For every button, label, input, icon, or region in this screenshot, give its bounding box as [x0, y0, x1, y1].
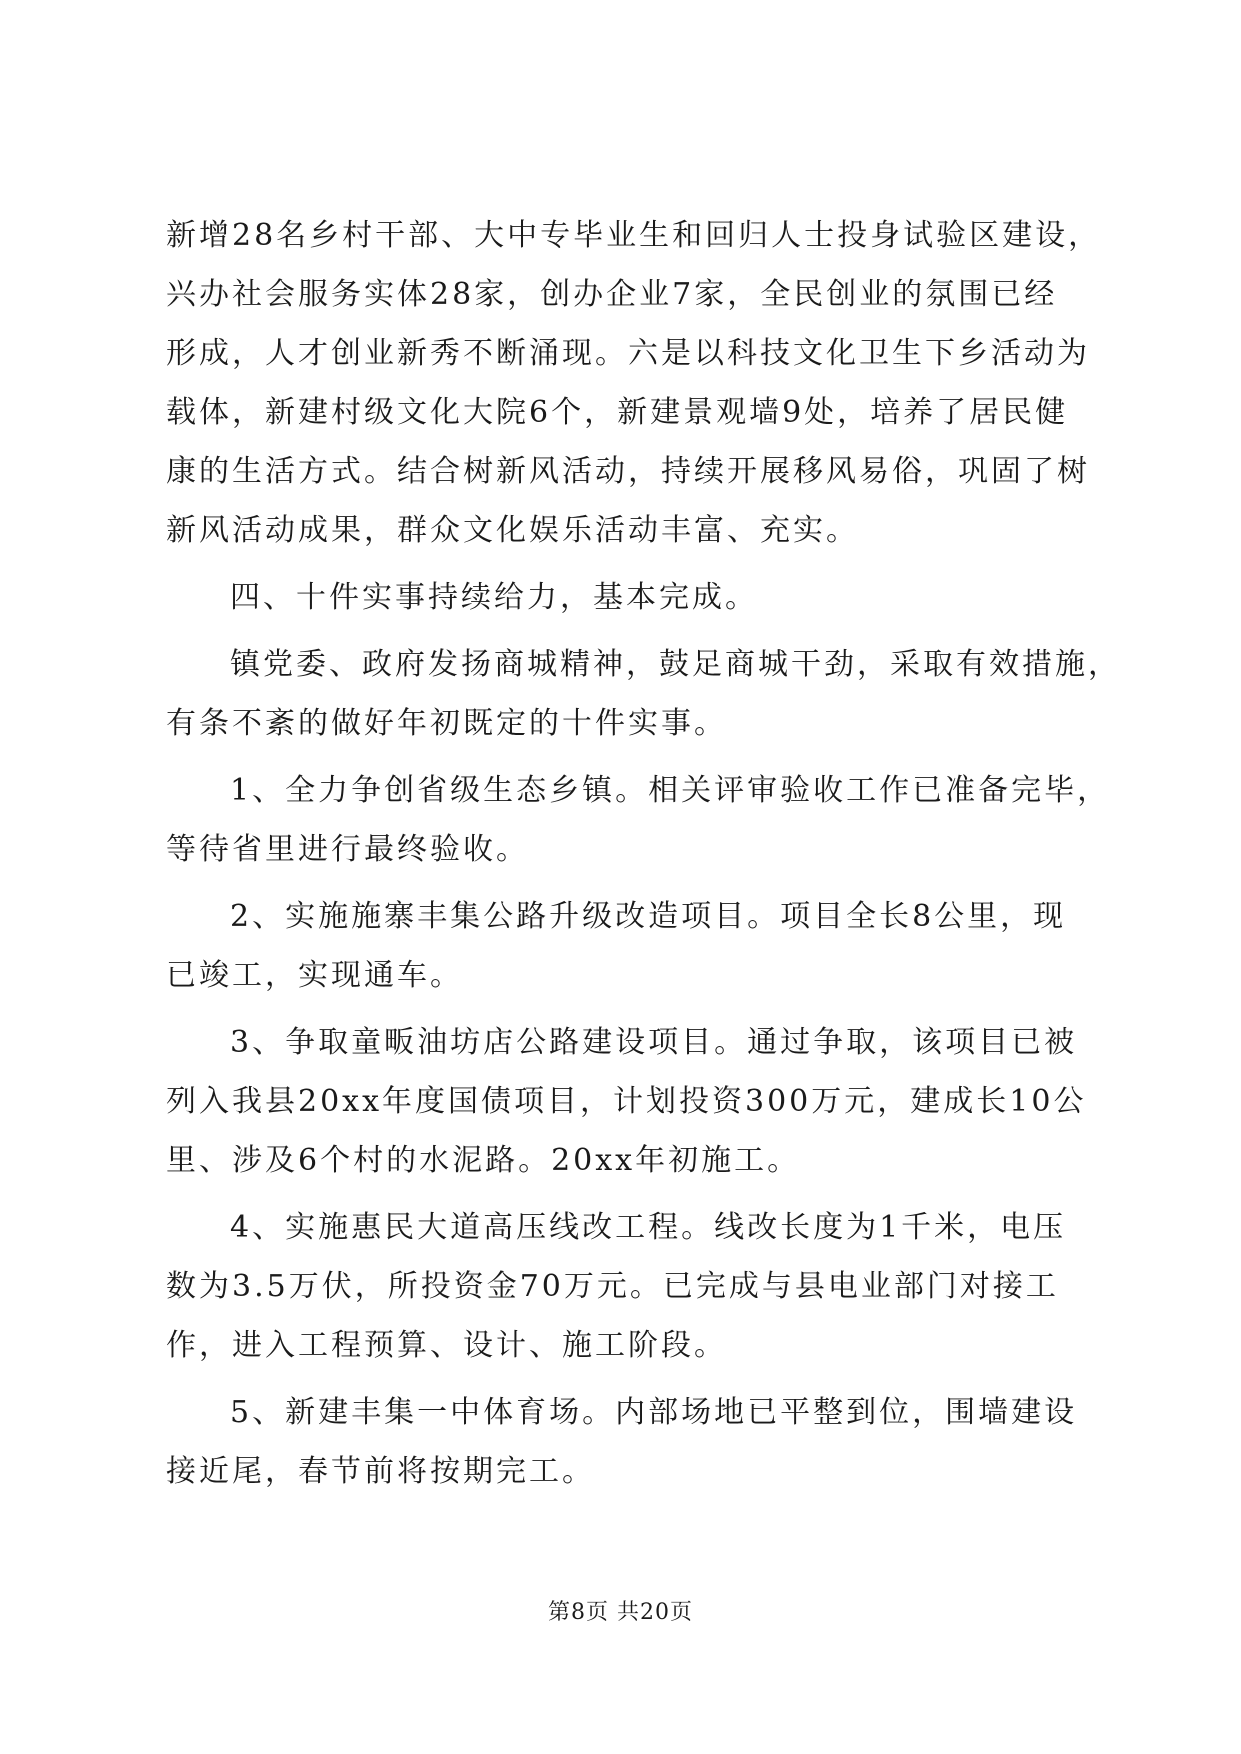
- text-line: 载体，新建村级文化大院6个，新建景观墙9处，培养了居民健: [166, 395, 1069, 430]
- text-line: 形成，人才创业新秀不断涌现。六是以科技文化卫生下乡活动为: [166, 336, 1090, 371]
- text-line: 数为3.5万伏，所投资金70万元。已完成与县电业部门对接工: [166, 1269, 1059, 1304]
- text-line: 兴办社会服务实体28家，创办企业7家，全民创业的氛围已经: [166, 277, 1058, 312]
- text-line: 已竣工，实现通车。: [166, 958, 463, 993]
- text-line: 有条不紊的做好年初既定的十件实事。: [166, 706, 727, 741]
- list-item-4: 4、实施惠民大道高压线改工程。线改长度为1千米，电压: [230, 1210, 1067, 1245]
- text-line: 等待省里进行最终验收。: [166, 832, 529, 867]
- list-item-2: 2、实施施寨丰集公路升级改造项目。项目全长8公里，现: [230, 899, 1067, 934]
- page-number-footer: 第8页 共20页: [548, 1600, 693, 1625]
- text-line: 康的生活方式。结合树新风活动，持续开展移风易俗，巩固了树: [166, 454, 1090, 489]
- text-line: 镇党委、政府发扬商城精神，鼓足商城干劲，采取有效措施，: [230, 647, 1121, 682]
- document-body: [166, 206, 1121, 1501]
- list-item-3: 3、争取童畈油坊店公路建设项目。通过争取，该项目已被: [230, 1025, 1078, 1060]
- text-line: 新风活动成果，群众文化娱乐活动丰富、充实。: [166, 513, 859, 548]
- text-line: 作，进入工程预算、设计、施工阶段。: [166, 1328, 727, 1363]
- list-item-5: 5、新建丰集一中体育场。内部场地已平整到位，围墙建设: [230, 1395, 1078, 1430]
- text-line: 新增28名乡村干部、大中专毕业生和回归人士投身试验区建设，: [166, 218, 1102, 253]
- list-item-1: 1、全力争创省级生态乡镇。相关评审验收工作已准备完毕，: [230, 773, 1111, 808]
- text-line: 列入我县20xx年度国债项目，计划投资300万元，建成长10公: [166, 1084, 1087, 1119]
- text-line: 里、涉及6个村的水泥路。20xx年初施工。: [166, 1143, 801, 1178]
- text-line: 接近尾，春节前将按期完工。: [166, 1454, 595, 1489]
- section-heading: 四、十件实事持续给力，基本完成。: [230, 580, 758, 615]
